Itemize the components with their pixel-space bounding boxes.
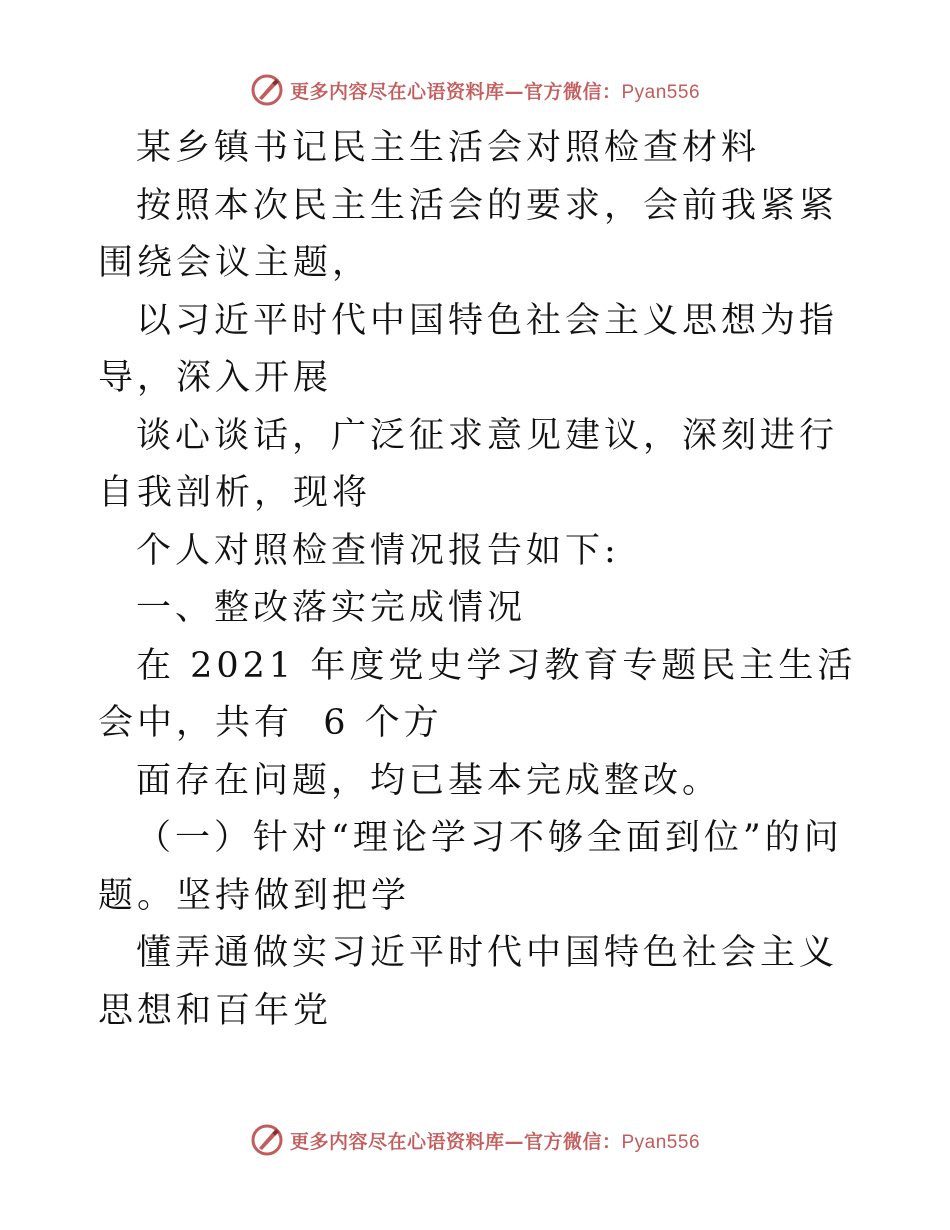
paragraph: 面存在问题，均已基本完成整改。 <box>136 760 722 801</box>
banner-text: 更多内容尽在心语资料库—官方微信：Pyan556 <box>289 80 701 103</box>
header-banner <box>0 70 950 110</box>
pen-in-circle-icon <box>250 73 284 107</box>
pen-in-circle-icon <box>250 1123 284 1157</box>
banner-text: 更多内容尽在心语资料库—官方微信：Pyan556 <box>289 1130 701 1153</box>
document-title: 某乡镇书记民主生活会对照检查材料 <box>136 128 761 168</box>
paragraph: （一）针对“理论学习不够全面到位”的问题。坚持做到把学 <box>98 818 843 916</box>
footer-banner <box>0 1120 950 1160</box>
paragraph: 个人对照检查情况报告如下: <box>136 530 620 571</box>
section-heading: 一、整改落实完成情况 <box>136 588 527 628</box>
paragraph: 谈心谈话，广泛征求意见建议，深刻进行自我剖析，现将 <box>98 415 839 513</box>
document-body <box>98 120 858 1040</box>
paragraph: 以习近平时代中国特色社会主义思想为指导，深入开展 <box>98 300 839 398</box>
paragraph: 按照本次民主生活会的要求，会前我紧紧围绕会议主题， <box>98 185 839 283</box>
paragraph: 懂弄通做实习近平时代中国特色社会主义思想和百年党 <box>98 933 839 1031</box>
wechat-id: Pyan556 <box>621 1131 701 1153</box>
paragraph: 在 2021 年度党史学习教育专题民主生活会中，共有 6 个方 <box>98 645 857 743</box>
wechat-id: Pyan556 <box>621 81 701 103</box>
